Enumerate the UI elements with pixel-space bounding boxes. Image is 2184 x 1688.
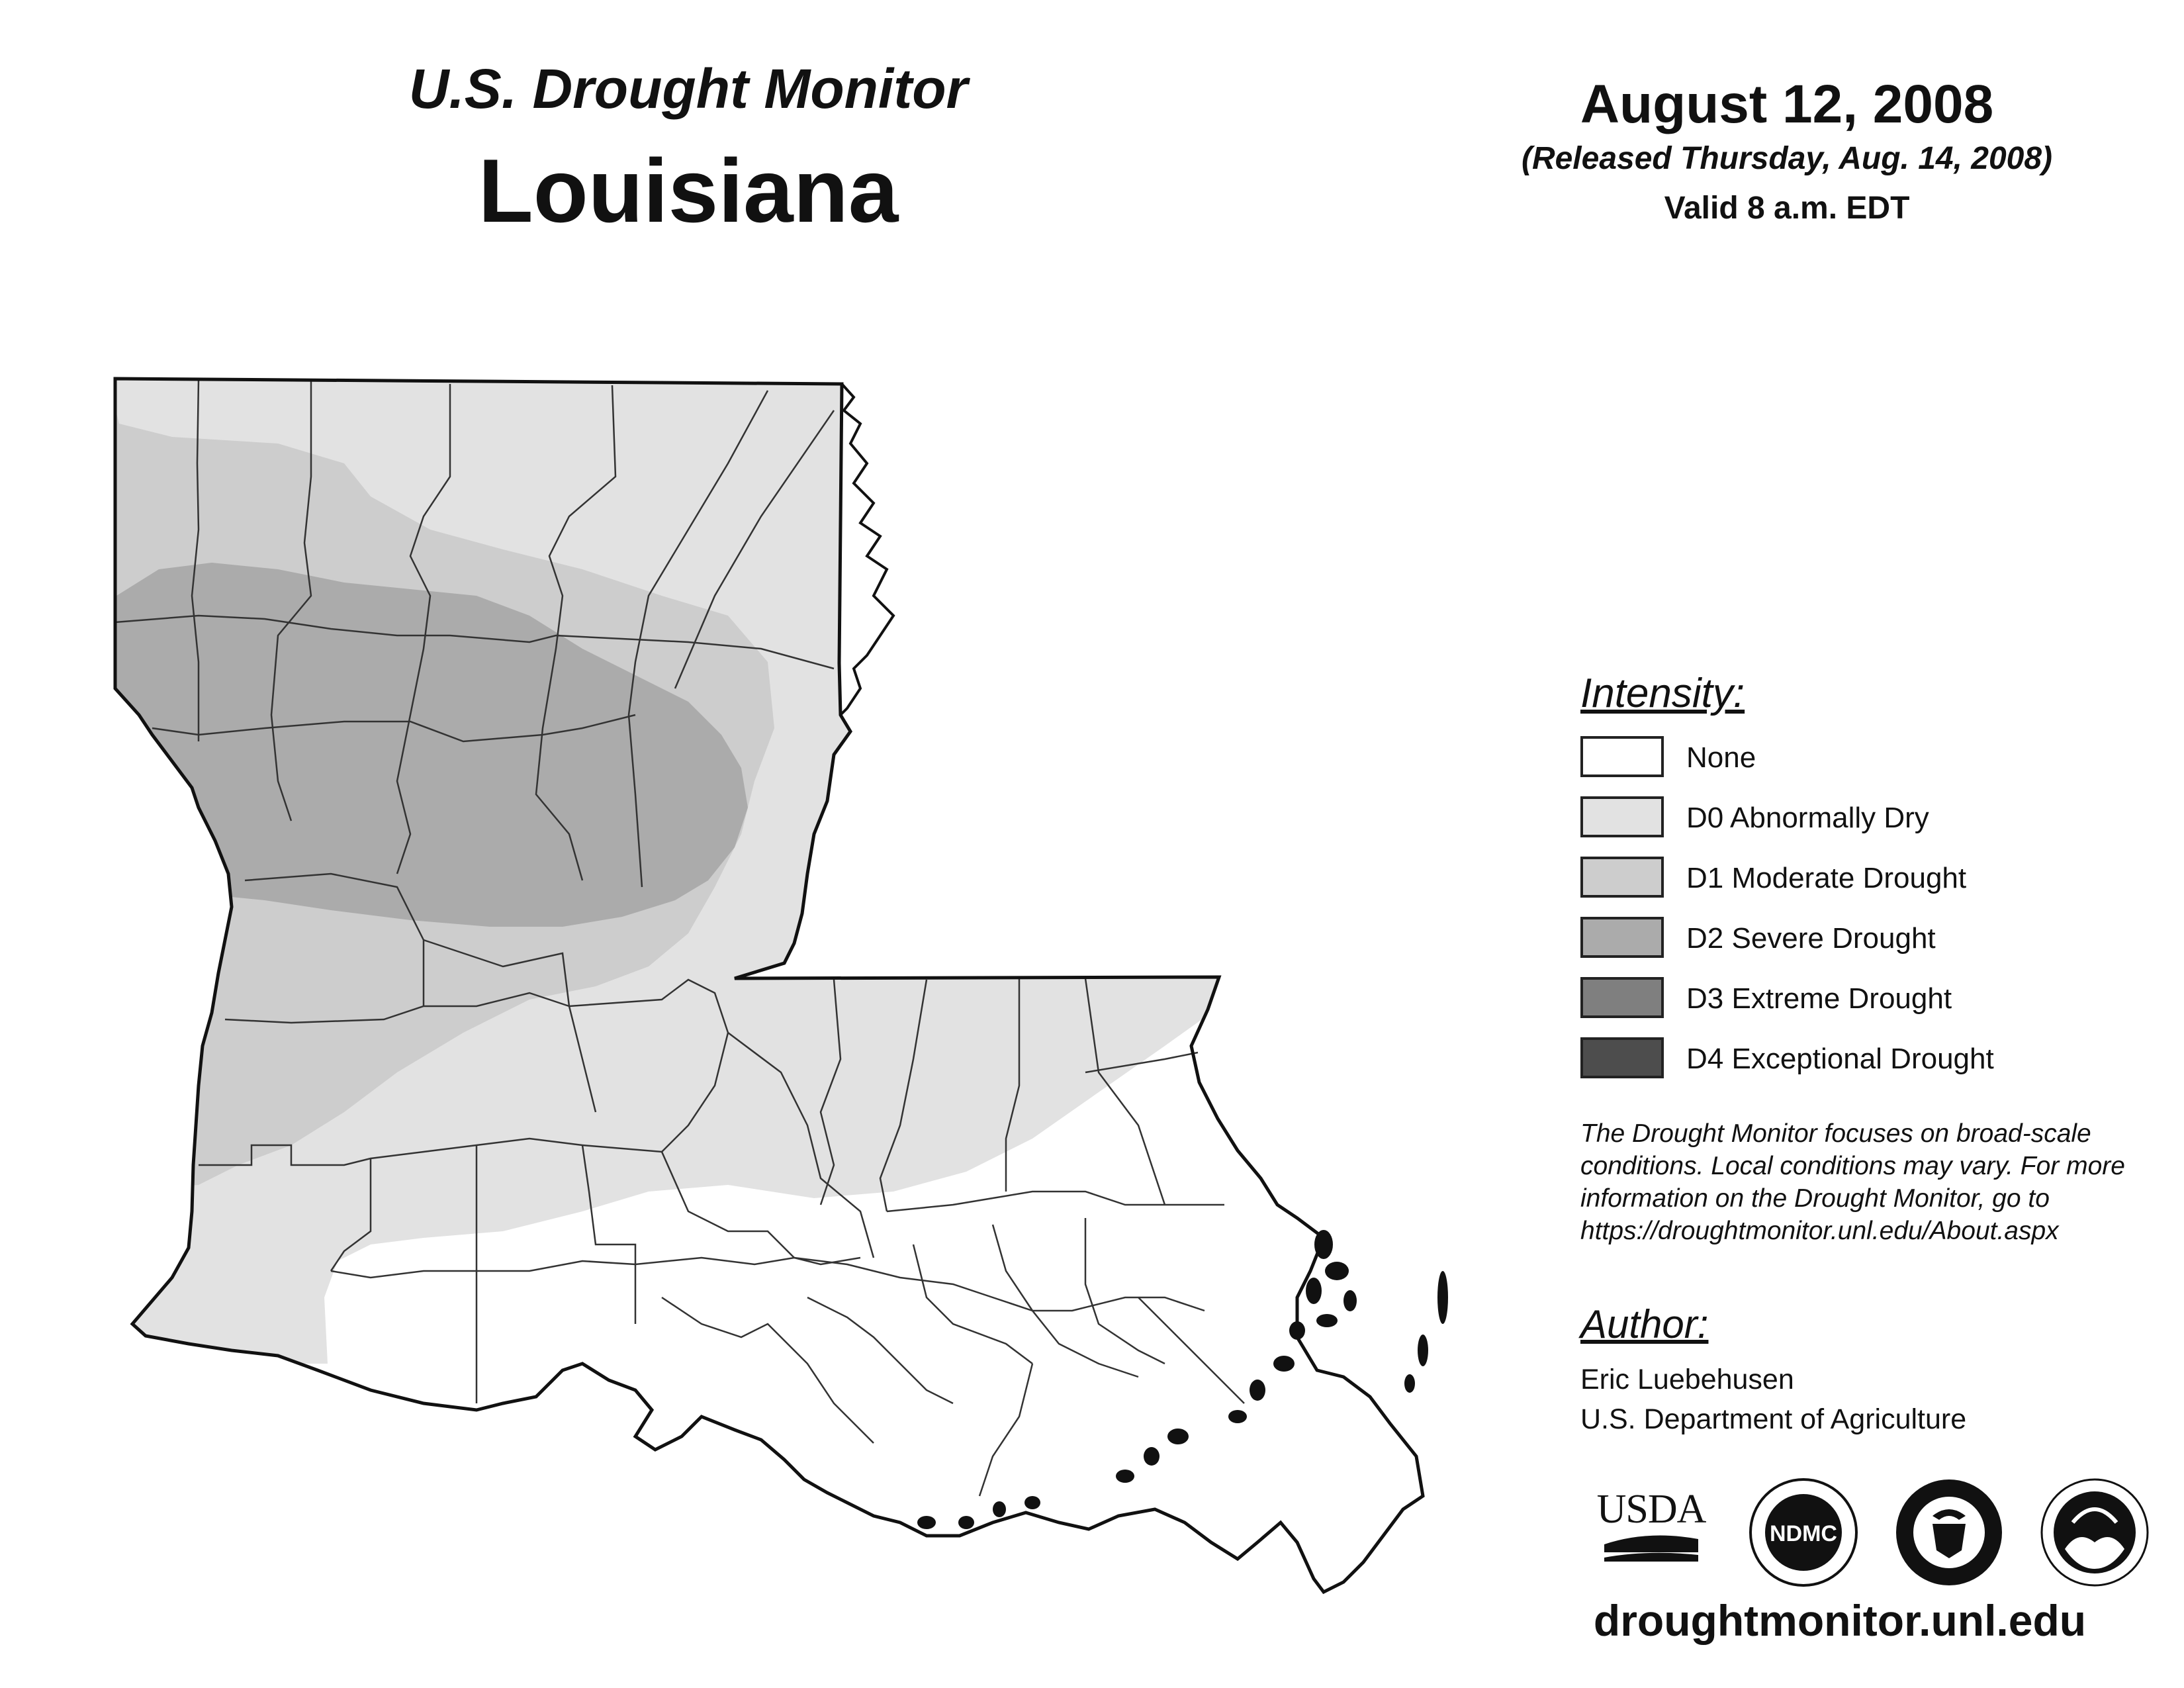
disclaimer-text: The Drought Monitor focuses on broad-scale conditions. Local conditions may vary. For more information on the Drought Monitor, go to https://droughtmonitor.unl.edu/About.aspx [1580,1119,2125,1245]
monitor-title: U.S. Drought Monitor [408,58,968,120]
legend-swatch-d0 [1580,796,1664,837]
usda-logo-text: USDA [1596,1487,1706,1532]
legend-label: D1 Moderate Drought [1686,862,1967,894]
legend-label: D2 Severe Drought [1686,922,1936,955]
legend-swatch-d4 [1580,1037,1664,1078]
usda-logo-mark [1595,1486,1707,1566]
legend-swatch-d3 [1580,977,1664,1018]
valid-time: Valid 8 a.m. EDT [1664,191,1910,226]
legend-label: D3 Extreme Drought [1686,982,1952,1015]
footer-url[interactable]: droughtmonitor.unl.edu [1593,1596,2087,1645]
legend-title: Intensity: [1580,671,1745,716]
map-date: August 12, 2008 [1580,74,1994,134]
louisiana-drought-map [106,371,1469,1615]
usda-logo [1595,1486,1707,1566]
drought-areas [106,371,1469,1615]
ndmc-logo [1747,1476,1860,1589]
author-heading: Author: [1580,1302,1709,1346]
legend-swatch-none [1580,736,1664,777]
noaa-logo [2038,1476,2151,1589]
legend-label: None [1686,741,1756,774]
commerce-seal [1893,1476,2005,1589]
ndmc-logo-text: NDMC [1770,1521,1837,1546]
state-name: Louisiana [478,140,899,241]
release-date: (Released Thursday, Aug. 14, 2008) [1521,141,2053,176]
legend-label: D4 Exceptional Drought [1686,1043,1994,1075]
legend-label: D0 Abnormally Dry [1686,802,1929,834]
date-block [1456,71,2118,237]
mississippi-river [841,384,893,715]
legend-swatch-d1 [1580,857,1664,898]
author-organization: U.S. Department of Agriculture [1580,1403,1967,1435]
author-name: Eric Luebehusen [1580,1364,1794,1395]
legend-swatch-d2 [1580,917,1664,958]
